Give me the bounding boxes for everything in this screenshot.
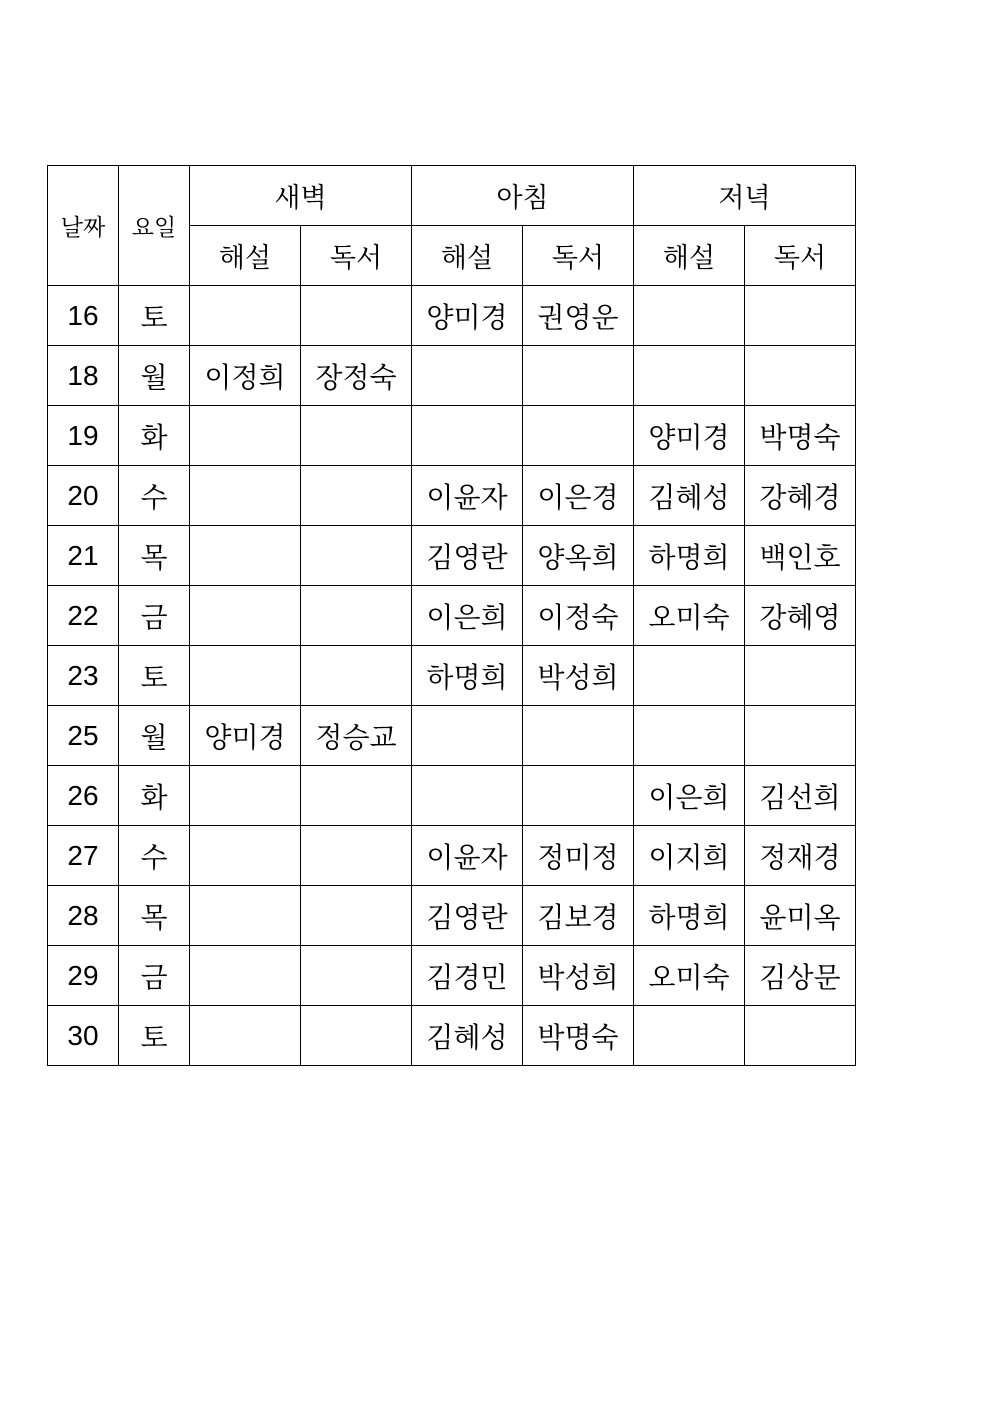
name-cell: [412, 406, 523, 466]
date-header: 날짜: [48, 166, 119, 286]
sub-header: 독서: [301, 226, 412, 286]
sub-header: 해설: [634, 226, 745, 286]
name-cell: 김경민: [412, 946, 523, 1006]
name-cell: [523, 346, 634, 406]
date-cell: 23: [48, 646, 119, 706]
sub-header: 해설: [190, 226, 301, 286]
table-row: [48, 946, 856, 1006]
name-cell: [301, 586, 412, 646]
day-cell: 화: [119, 766, 190, 826]
name-cell: [301, 646, 412, 706]
name-cell: 양미경: [634, 406, 745, 466]
name-cell: [301, 886, 412, 946]
table-row: [48, 766, 856, 826]
name-cell: 박명숙: [745, 406, 856, 466]
day-cell: 토: [119, 286, 190, 346]
schedule-body: [48, 286, 856, 1066]
name-cell: 이윤자: [412, 466, 523, 526]
name-cell: 김상문: [745, 946, 856, 1006]
name-cell: 김영란: [412, 526, 523, 586]
name-cell: 이지희: [634, 826, 745, 886]
name-cell: [412, 766, 523, 826]
name-cell: 정재경: [745, 826, 856, 886]
day-cell: 화: [119, 406, 190, 466]
name-cell: [301, 826, 412, 886]
table-row: [48, 466, 856, 526]
date-cell: 21: [48, 526, 119, 586]
date-cell: 28: [48, 886, 119, 946]
name-cell: [301, 1006, 412, 1066]
date-cell: 18: [48, 346, 119, 406]
table-row: [48, 286, 856, 346]
name-cell: 하명희: [412, 646, 523, 706]
name-cell: 이은희: [412, 586, 523, 646]
name-cell: [523, 706, 634, 766]
name-cell: [745, 1006, 856, 1066]
date-cell: 20: [48, 466, 119, 526]
name-cell: 윤미옥: [745, 886, 856, 946]
date-cell: 25: [48, 706, 119, 766]
name-cell: [301, 406, 412, 466]
name-cell: 김선희: [745, 766, 856, 826]
name-cell: [523, 406, 634, 466]
name-cell: 이윤자: [412, 826, 523, 886]
table-row: [48, 826, 856, 886]
name-cell: [301, 766, 412, 826]
name-cell: 김보경: [523, 886, 634, 946]
day-cell: 토: [119, 1006, 190, 1066]
sub-header: 독서: [523, 226, 634, 286]
name-cell: 박성희: [523, 646, 634, 706]
name-cell: [634, 286, 745, 346]
name-cell: 김영란: [412, 886, 523, 946]
name-cell: [745, 646, 856, 706]
name-cell: 오미숙: [634, 586, 745, 646]
name-cell: [190, 646, 301, 706]
name-cell: [190, 826, 301, 886]
schedule-table: [47, 165, 856, 1066]
day-cell: 토: [119, 646, 190, 706]
name-cell: [634, 1006, 745, 1066]
table-row: [48, 526, 856, 586]
name-cell: 이은경: [523, 466, 634, 526]
name-cell: [412, 706, 523, 766]
group-header-evening: 저녁: [634, 166, 856, 226]
name-cell: [634, 646, 745, 706]
table-row: [48, 646, 856, 706]
name-cell: 이은희: [634, 766, 745, 826]
name-cell: 양옥희: [523, 526, 634, 586]
name-cell: [190, 1006, 301, 1066]
name-cell: [301, 946, 412, 1006]
sub-header: 독서: [745, 226, 856, 286]
name-cell: [301, 526, 412, 586]
name-cell: [190, 526, 301, 586]
table-row: [48, 1006, 856, 1066]
name-cell: 백인호: [745, 526, 856, 586]
name-cell: 권영운: [523, 286, 634, 346]
day-cell: 목: [119, 886, 190, 946]
name-cell: 박명숙: [523, 1006, 634, 1066]
table-row: [48, 346, 856, 406]
name-cell: [634, 706, 745, 766]
name-cell: [634, 346, 745, 406]
table-row: [48, 886, 856, 946]
day-cell: 수: [119, 466, 190, 526]
day-cell: 월: [119, 706, 190, 766]
name-cell: [190, 406, 301, 466]
date-cell: 30: [48, 1006, 119, 1066]
name-cell: 박성희: [523, 946, 634, 1006]
header-row-groups: [48, 166, 856, 226]
name-cell: [301, 286, 412, 346]
name-cell: 양미경: [190, 706, 301, 766]
name-cell: [745, 706, 856, 766]
name-cell: 장정숙: [301, 346, 412, 406]
sub-header: 해설: [412, 226, 523, 286]
name-cell: [745, 346, 856, 406]
name-cell: 강혜영: [745, 586, 856, 646]
date-cell: 19: [48, 406, 119, 466]
name-cell: 양미경: [412, 286, 523, 346]
day-cell: 금: [119, 946, 190, 1006]
name-cell: 이정숙: [523, 586, 634, 646]
name-cell: 김혜성: [412, 1006, 523, 1066]
name-cell: [745, 286, 856, 346]
day-cell: 월: [119, 346, 190, 406]
name-cell: [190, 286, 301, 346]
name-cell: 정승교: [301, 706, 412, 766]
group-header-dawn: 새벽: [190, 166, 412, 226]
group-header-morning: 아침: [412, 166, 634, 226]
name-cell: [190, 946, 301, 1006]
name-cell: [190, 466, 301, 526]
day-header: 요일: [119, 166, 190, 286]
name-cell: [523, 766, 634, 826]
name-cell: 이정희: [190, 346, 301, 406]
name-cell: 하명희: [634, 526, 745, 586]
day-cell: 목: [119, 526, 190, 586]
table-row: [48, 706, 856, 766]
name-cell: [190, 586, 301, 646]
name-cell: 하명희: [634, 886, 745, 946]
day-cell: 금: [119, 586, 190, 646]
name-cell: [190, 886, 301, 946]
name-cell: 오미숙: [634, 946, 745, 1006]
day-cell: 수: [119, 826, 190, 886]
date-cell: 26: [48, 766, 119, 826]
name-cell: [190, 766, 301, 826]
date-cell: 22: [48, 586, 119, 646]
name-cell: [301, 466, 412, 526]
date-cell: 16: [48, 286, 119, 346]
name-cell: 강혜경: [745, 466, 856, 526]
name-cell: [412, 346, 523, 406]
name-cell: 김혜성: [634, 466, 745, 526]
table-row: [48, 586, 856, 646]
date-cell: 29: [48, 946, 119, 1006]
date-cell: 27: [48, 826, 119, 886]
table-row: [48, 406, 856, 466]
name-cell: 정미정: [523, 826, 634, 886]
